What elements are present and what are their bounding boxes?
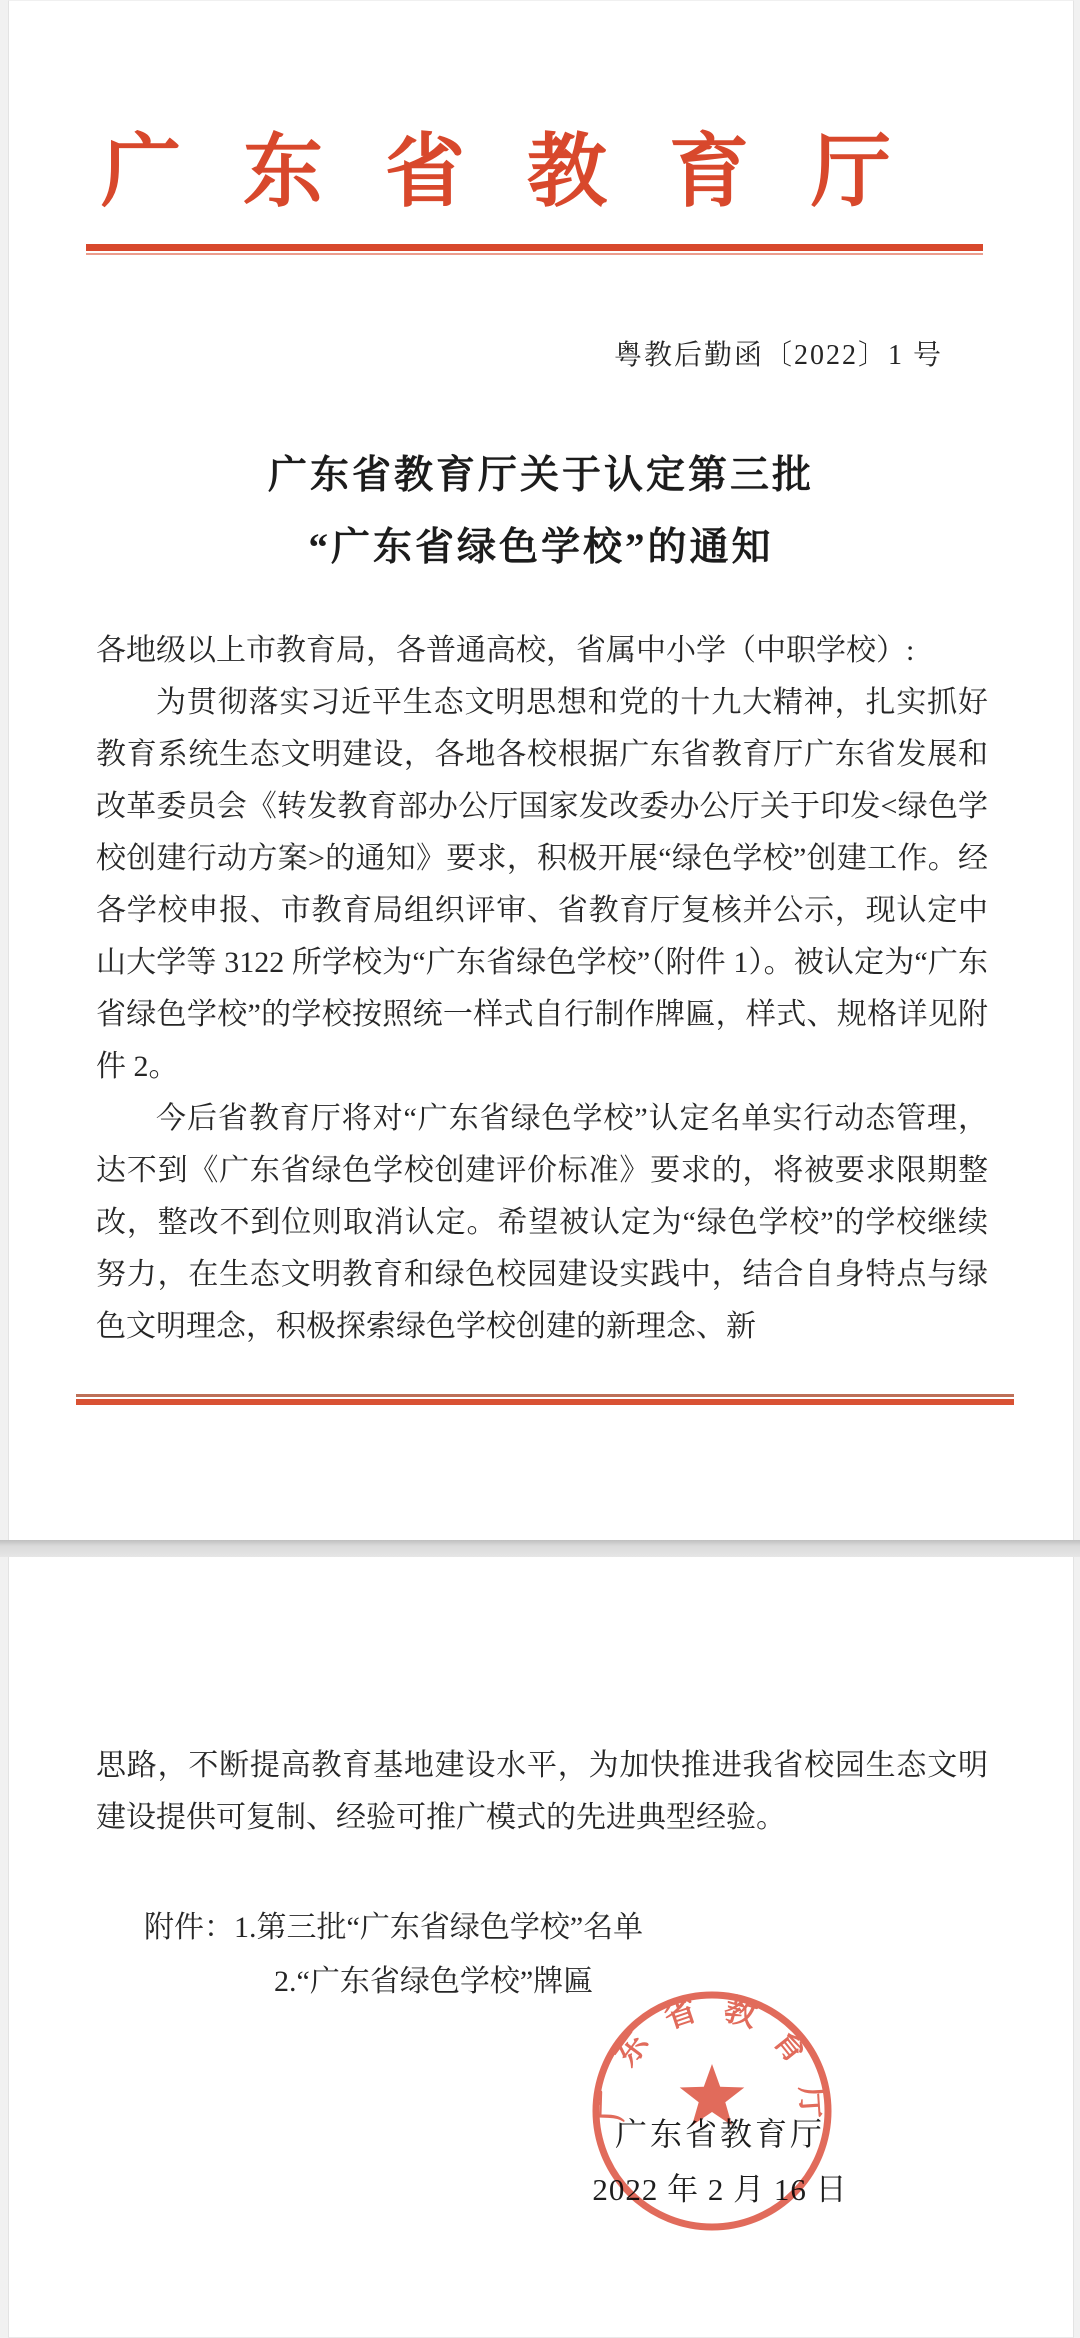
paragraph-1: 为贯彻落实习近平生态文明思想和党的十九大精神，扎实抓好教育系统生态文明建设，各地各校根据广东省教育厅广东省发展和改革委员会《转发教育部办公厅国家发改委办公厅关于印发<绿色学校创建行动方案>的通知》要求，积极开展“绿色学校”创建工作。经各学校申报、市教育局组织评审、省教育厅复核并公示，现认定中山大学等 3122 所学校为“广东省绿色学校”（附件 1）。被认定为“广东省绿色学校”的学校按照统一样式自行制作牌匾，样式、规格详见附件 2。: [96, 686, 988, 1083]
attachment-2: 2.“广东省绿色学校”牌匾: [274, 1965, 594, 1998]
paragraph-2: 今后省教育厅将对“广东省绿色学校”认定名单实行动态管理，达不到《广东省绿色学校创建评价标准》要求的，将被要求限期整改，整改不到位则取消认定。希望被认定为“绿色学校”的学校继续努力，在生态文明教育和绿色校园建设实践中，结合自身特点与绿色文明理念，积极探索绿色学校创建的新理念、新: [96, 1102, 988, 1343]
issuer-name: 广东省教育厅: [614, 2116, 825, 2152]
header-rule-thick: [86, 244, 983, 251]
attachments-block: [144, 1901, 643, 2009]
document-title: [9, 440, 1073, 584]
seal-arc-text: 广东省教育厅: [592, 1990, 832, 2123]
official-seal: [577, 1981, 847, 2251]
footer-rule-line: [76, 1394, 1014, 1405]
footer-rule-thin: [76, 1394, 1014, 1397]
paragraph-2-continued: 思路，不断提高教育基地建设水平，为加快推进我省校园生态文明建设提供可复制、经验可推广模式的先进典型经验。: [96, 1749, 988, 1834]
footer-rule-thick: [76, 1399, 1014, 1405]
attachment-1: 1.第三批“广东省绿色学校”名单: [234, 1911, 644, 1944]
attachments-label: 附件：: [144, 1911, 234, 1944]
issue-date: 2022 年 2 月 16 日: [592, 2172, 848, 2207]
attachment-line-1: [144, 1901, 643, 1955]
salutation: 各地级以上市教育局，各普通高校，省属中小学（中职学校）:: [96, 634, 915, 667]
header-rule-line: [86, 244, 983, 255]
title-line-1: 广东省教育厅关于认定第三批: [267, 454, 814, 497]
document-number: 粤教后勤函〔2022〕1 号: [613, 340, 943, 371]
agency-header: 广东省教育厅: [101, 129, 953, 217]
seal-star: [680, 2064, 745, 2126]
header-rule-thin: [86, 253, 983, 255]
page-2: [8, 1557, 1074, 2338]
page-gap: [0, 1540, 1080, 1557]
letter-body: [96, 625, 988, 1353]
page-1: [8, 0, 1074, 1541]
title-line-2: “广东省绿色学校”的通知: [308, 526, 774, 569]
